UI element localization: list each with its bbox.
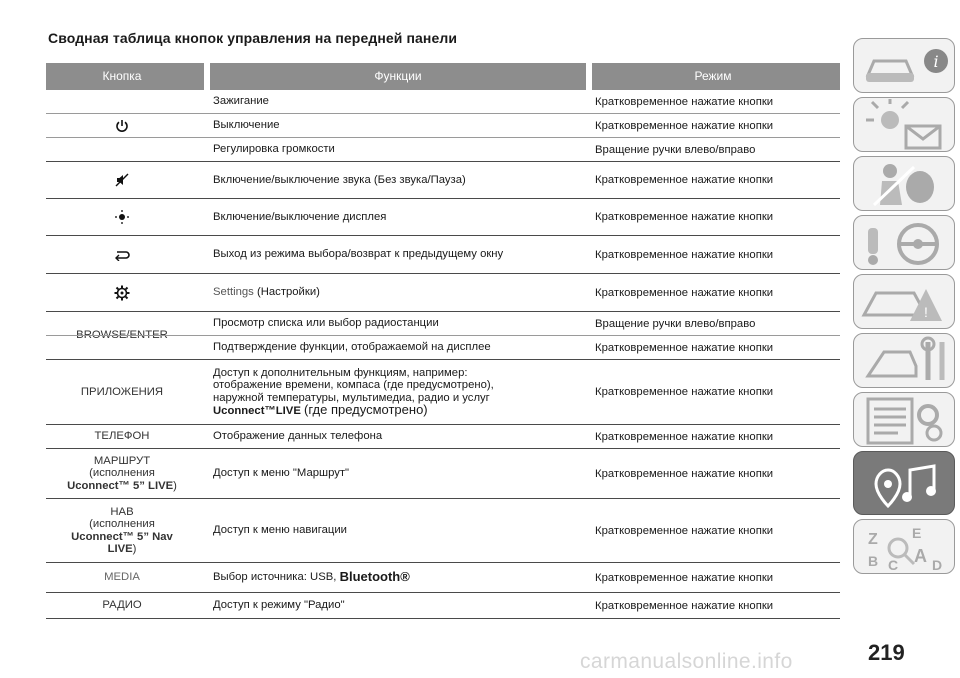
svg-text:Z: Z: [868, 531, 878, 548]
function-cell: Выход из режима выбора/возврат к предыдущему окну: [213, 248, 504, 261]
page-title: Сводная таблица кнопок управления на передней панели: [48, 30, 458, 46]
function-cell: Выбор источника: USB, Bluetooth®: [213, 569, 410, 585]
table-row: [46, 449, 840, 499]
header-function: Функции: [204, 63, 592, 90]
table-row: [46, 236, 840, 274]
table-header: [46, 63, 840, 90]
table-row: [46, 593, 840, 619]
svg-text:E: E: [912, 525, 922, 541]
emergency-icon[interactable]: [853, 274, 955, 329]
table-row: [46, 90, 840, 162]
function-cell: Доступ к режиму "Радио": [213, 599, 345, 612]
button-name: ПРИЛОЖЕНИЯ: [80, 385, 164, 398]
mode-cell: Кратковременное нажатие кнопки: [595, 95, 774, 108]
button-name: НАВ (исполнения Uconnect™ 5” Nav LIVE): [71, 505, 173, 555]
table-row: [46, 162, 840, 199]
function-cell: Доступ к меню "Маршрут": [213, 467, 350, 480]
mode-cell: Вращение ручки влево/вправо: [595, 317, 756, 330]
mode-cell: Кратковременное нажатие кнопки: [595, 248, 774, 261]
watermark: carmanualsonline.info: [580, 650, 793, 673]
table-row: [46, 499, 840, 563]
multimedia-icon[interactable]: [853, 451, 955, 515]
steering-start-icon[interactable]: [853, 215, 955, 270]
mode-cell: Кратковременное нажатие кнопки: [595, 571, 774, 584]
function-cell: Регулировка громкости: [213, 143, 335, 156]
function-cell: Settings (Настройки): [213, 286, 320, 299]
table-row: [46, 360, 840, 425]
technical-data-icon[interactable]: [853, 392, 955, 447]
mode-cell: Кратковременное нажатие кнопки: [595, 119, 774, 132]
table-row: [46, 312, 840, 360]
table-row: [46, 563, 840, 593]
svg-text:C: C: [888, 557, 899, 573]
function-cell: Подтверждение функции, отображаемой на дисплее: [213, 341, 491, 354]
function-cell: Доступ к дополнительным функциям, например: отображение времени, компаса (где предусмотрено), наружной температуры, мультимедиа, радио и услуг Uconnect™LIVE (где предусмотрено): [213, 366, 494, 417]
mode-cell: Кратковременное нажатие кнопки: [595, 386, 774, 398]
button-name: МАРШРУТ (исполнения Uconnect™ 5” LIVE): [67, 454, 177, 492]
button-name: BROWSE/ENTER: [76, 329, 168, 342]
mode-cell: Кратковременное нажатие кнопки: [595, 211, 774, 223]
svg-text:i: i: [933, 52, 939, 71]
car-info-icon[interactable]: [853, 38, 955, 93]
function-cell: Включение/выключение дисплея: [213, 210, 387, 223]
table-row: [46, 274, 840, 312]
mode-cell: Кратковременное нажатие кнопки: [595, 524, 774, 537]
mode-cell: Кратковременное нажатие кнопки: [595, 174, 774, 186]
mode-cell: Кратковременное нажатие кнопки: [595, 286, 774, 299]
table-row: [46, 425, 840, 449]
button-name: MEDIA: [104, 571, 140, 584]
mode-cell: Кратковременное нажатие кнопки: [595, 467, 774, 480]
page-number: 219: [868, 640, 905, 665]
svg-text:A: A: [914, 546, 927, 566]
button-name: РАДИО: [102, 599, 142, 612]
controls-table: [46, 63, 840, 619]
mode-cell: Кратковременное нажатие кнопки: [595, 430, 774, 443]
function-cell: Доступ к меню навигации: [213, 524, 347, 537]
svg-text:B: B: [868, 553, 879, 569]
table-row: [46, 199, 840, 236]
mode-cell: Кратковременное нажатие кнопки: [595, 599, 774, 612]
index-letters-icon[interactable]: [853, 519, 955, 574]
safety-airbag-icon[interactable]: [853, 156, 955, 211]
function-cell: Отображение данных телефона: [213, 430, 383, 443]
svg-text:!: !: [924, 304, 928, 320]
function-cell: Просмотр списка или выбор радиостанции: [213, 317, 439, 330]
warning-lights-icon[interactable]: [853, 97, 955, 152]
header-button: Кнопка: [102, 69, 142, 83]
function-cell: Выключение: [213, 119, 280, 132]
mode-cell: Вращение ручки влево/вправо: [595, 143, 756, 156]
mode-cell: Кратковременное нажатие кнопки: [595, 341, 774, 354]
function-cell: Включение/выключение звука (Без звука/Пауза): [213, 173, 466, 186]
svg-text:D: D: [932, 557, 943, 573]
header-mode: Режим: [694, 69, 732, 83]
maintenance-tools-icon[interactable]: [853, 333, 955, 388]
function-cell: Зажигание: [213, 95, 269, 108]
button-name: ТЕЛЕФОН: [94, 430, 150, 443]
